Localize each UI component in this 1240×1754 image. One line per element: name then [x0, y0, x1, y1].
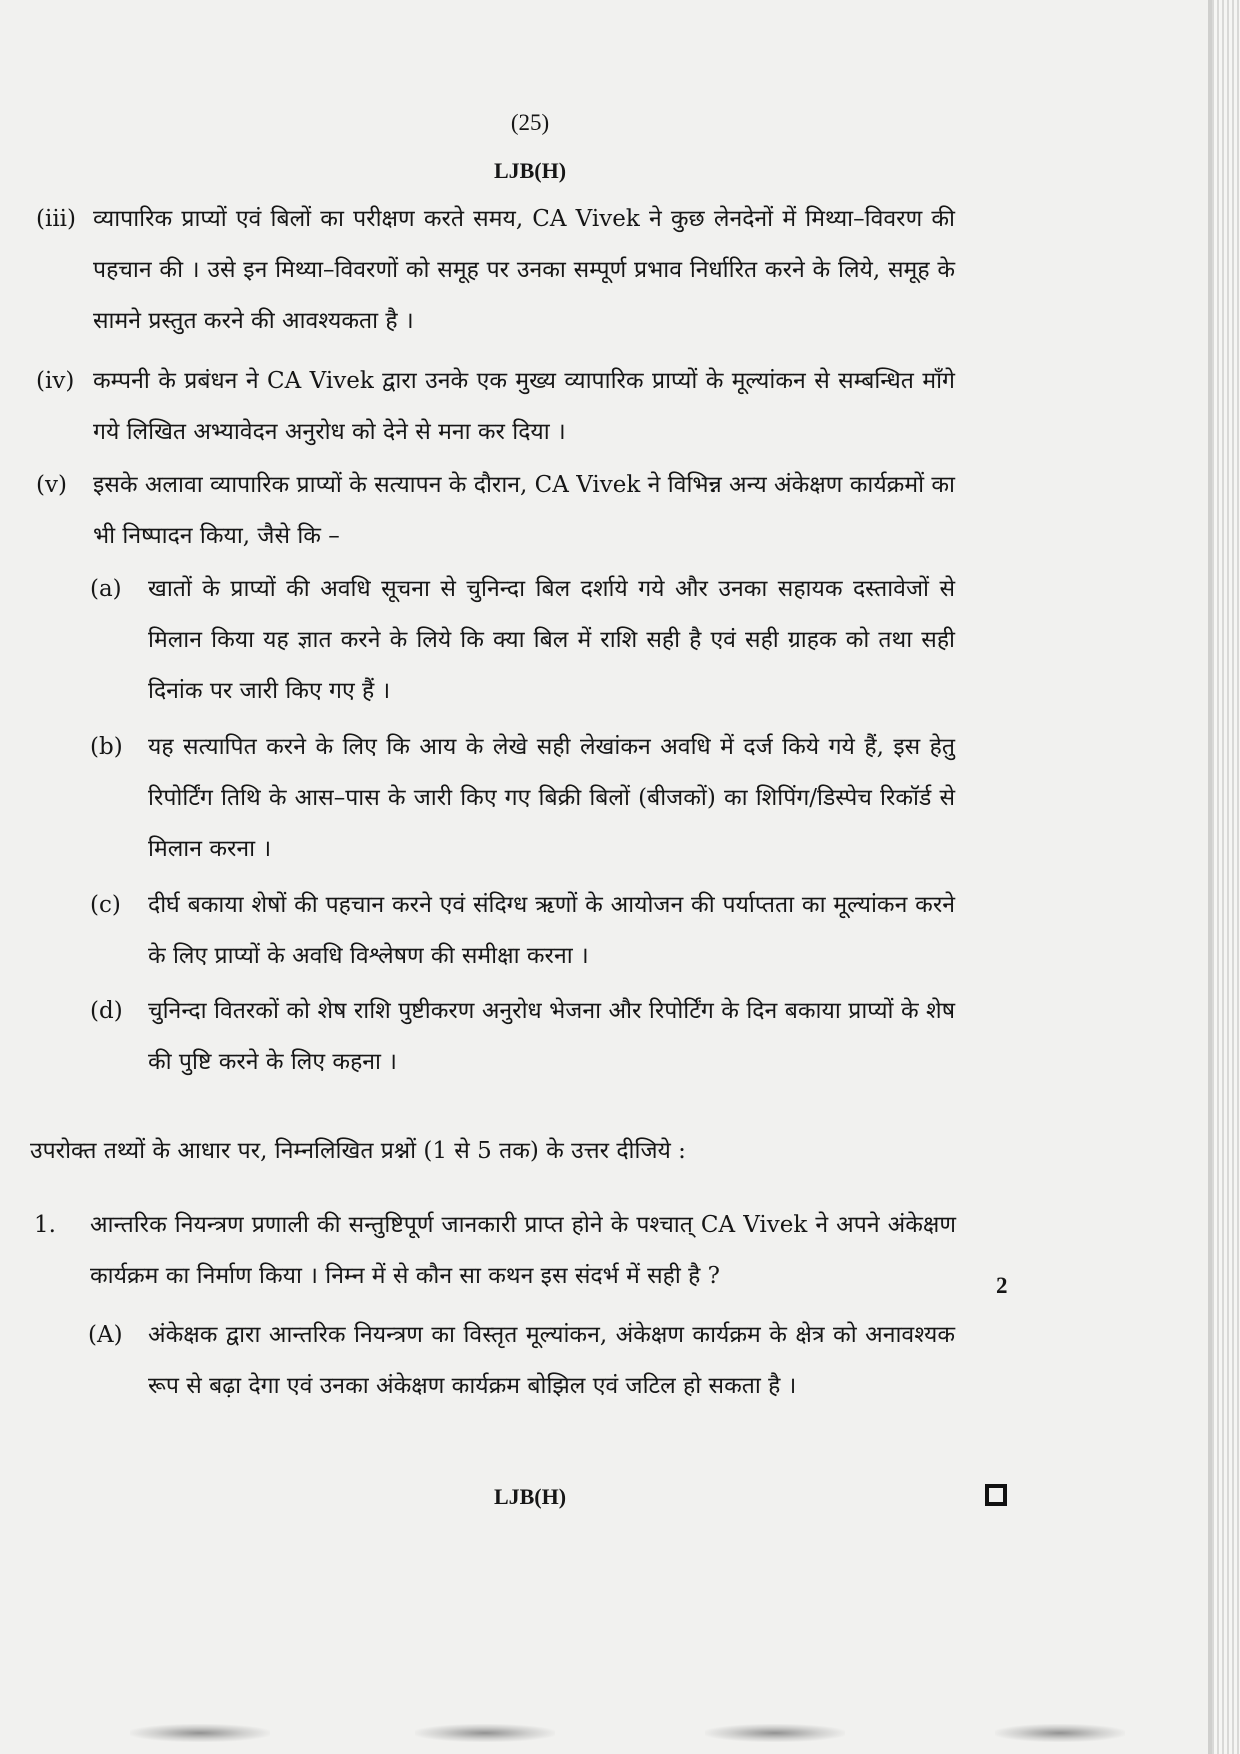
page-number: (25): [510, 110, 550, 135]
page-end-mark: [985, 1484, 1007, 1506]
paper-code: LJB(H): [493, 158, 567, 183]
option-label: (A): [88, 1322, 123, 1348]
footer-paper-code: LJB(H): [493, 1484, 567, 1509]
subitem-text: खातों के प्राप्यों की अवधि सूचना से चुनिन्दा बिल दर्शाये गये और उनका सहायक दस्तावेजों से मिलान किया यह ज्ञात करने के लिये कि क्या बिल में राशि सही है एवं सही ग्राहक को तथा सही दिनांक पर जारी किए गए हैं ।: [148, 576, 955, 704]
question-number: 1.: [34, 1212, 56, 1238]
instruction-text: उपरोक्त तथ्यों के आधार पर, निम्नलिखित प्रश्नों (1 से 5 तक) के उत्तर दीजिये :: [30, 1138, 686, 1164]
scan-artifact: [995, 1724, 1125, 1742]
subitem-text: दीर्घ बकाया शेषों की पहचान करने एवं संदिग्ध ऋणों के आयोजन की पर्याप्तता का मूल्यांकन करने के लिए प्राप्यों के अवधि विश्लेषण की समीक्षा करना ।: [148, 892, 955, 969]
scan-artifact: [705, 1724, 845, 1742]
item-text: कम्पनी के प्रबंधन ने CA Vivek द्वारा उनके एक मुख्य व्यापारिक प्राप्यों के मूल्यांकन से सम्बन्धित माँगे गये लिखित अभ्यावेदन अनुरोध को देने से मना कर दिया ।: [93, 368, 955, 445]
page-stack-edge: [1212, 0, 1240, 1754]
question-text: आन्तरिक नियन्त्रण प्रणाली की सन्तुष्टिपूर्ण जानकारी प्राप्त होने के पश्चात् CA Vivek ने अपने अंकेक्षण कार्यक्रम का निर्माण किया । निम्न में से कौन सा कथन इस संदर्भ में सही है ?: [90, 1212, 956, 1289]
subitem-label: (c): [90, 892, 121, 918]
item-label: (v): [36, 472, 67, 498]
item-text: व्यापारिक प्राप्यों एवं बिलों का परीक्षण करते समय, CA Vivek ने कुछ लेनदेनों में मिथ्या–विवरण की पहचान की । उसे इन मिथ्या–विवरणों को समूह पर उनका सम्पूर्ण प्रभाव निर्धारित करने के लिये, समूह के सामने प्रस्तुत करने की आवश्यकता है ।: [93, 206, 955, 334]
item-text: इसके अलावा व्यापारिक प्राप्यों के सत्यापन के दौरान, CA Vivek ने विभिन्न अन्य अंकेक्षण कार्यक्रमों का भी निष्पादन किया, जैसे कि –: [93, 472, 955, 549]
subitem-label: (b): [90, 734, 123, 760]
subitem-label: (d): [90, 998, 123, 1024]
scan-artifact: [415, 1724, 555, 1742]
question-marks: 2: [996, 1273, 1008, 1298]
scan-artifact: [130, 1724, 270, 1742]
subitem-text: यह सत्यापित करने के लिए कि आय के लेखे सही लेखांकन अवधि में दर्ज किये गये हैं, इस हेतु रिपोर्टिंग तिथि के आस–पास के जारी किए गए बिक्री बिलों (बीजकों) का शिपिंग/डिस्पेच रिकॉर्ड से मिलान करना ।: [148, 734, 955, 862]
item-label: (iii): [36, 206, 77, 232]
subitem-label: (a): [90, 576, 122, 602]
option-text: अंकेक्षक द्वारा आन्तरिक नियन्त्रण का विस्तृत मूल्यांकन, अंकेक्षण कार्यक्रम के क्षेत्र को अनावश्यक रूप से बढ़ा देगा एवं उनका अंकेक्षण कार्यक्रम बोझिल एवं जटिल हो सकता है ।: [148, 1322, 955, 1399]
subitem-text: चुनिन्दा वितरकों को शेष राशि पुष्टीकरण अनुरोध भेजना और रिपोर्टिंग के दिन बकाया प्राप्यों के शेष की पुष्टि करने के लिए कहना ।: [148, 998, 955, 1075]
item-label: (iv): [36, 368, 75, 394]
